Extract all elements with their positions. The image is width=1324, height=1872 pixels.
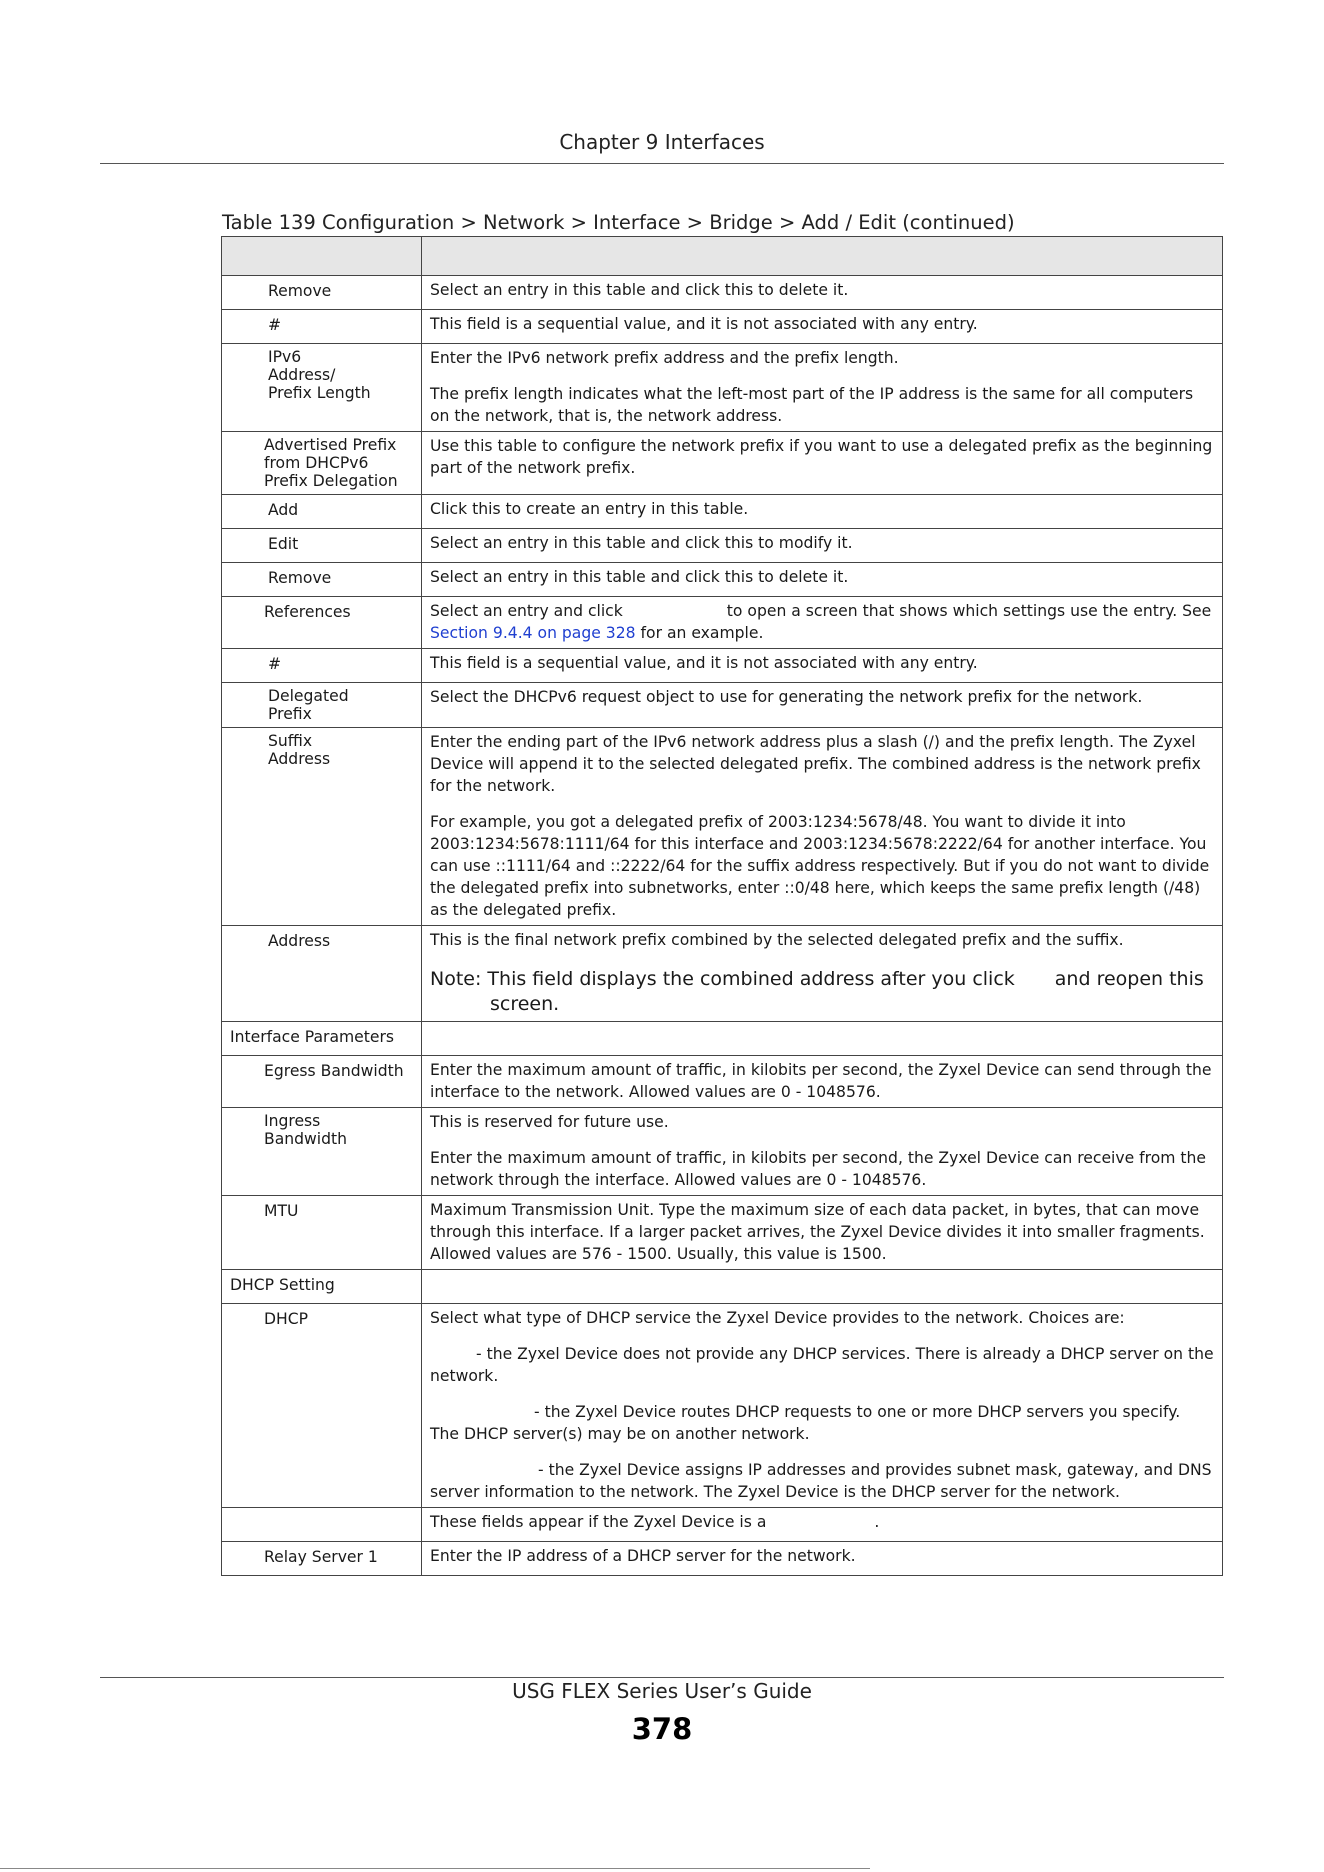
section-row [222, 1022, 1223, 1056]
field-description [422, 1270, 1223, 1304]
table-row [222, 1108, 1223, 1196]
table-row [222, 563, 1223, 597]
table-row [222, 649, 1223, 683]
field-label: Address [222, 926, 422, 1022]
field-description: Select an entry and click to open a screen that shows which settings use the entry. See Section 9.4.4 on page 328 for an example. [422, 597, 1223, 649]
table-row [222, 1542, 1223, 1576]
table-row [222, 495, 1223, 529]
field-label: Relay Server 1 [222, 1542, 422, 1576]
field-description: These fields appear if the Zyxel Device is a . [422, 1508, 1223, 1542]
field-label: Add [222, 495, 422, 529]
field-description: This is reserved for future use. Enter the maximum amount of traffic, in kilobits per second, the Zyxel Device can receive from the network through the interface. Allowed values are 0 - 1048576. [422, 1108, 1223, 1196]
header-divider [100, 163, 1224, 164]
field-label: Suffix Address [222, 728, 422, 926]
field-description: Enter the maximum amount of traffic, in kilobits per second, the Zyxel Device can send through the interface to the network. Allowed values are 0 - 1048576. [422, 1056, 1223, 1108]
field-description: Select an entry in this table and click this to modify it. [422, 529, 1223, 563]
table-row [222, 276, 1223, 310]
field-description: Enter the ending part of the IPv6 network address plus a slash (/) and the prefix length. The Zyxel Device will append it to the selected delegated prefix. The combined address is the network prefix for the network. For example, you got a delegated prefix of 2003:1234:5678/48. You want to divide it into 2003:1234:5678:1111/64 for this interface and 2003:1234:5678:2222/64 for another interface. You can use ::1111/64 and ::2222/64 for the suffix address respectively. But if you do not want to divide the delegated prefix into subnetworks, enter ::0/48 here, which keeps the same prefix length (/48) as the delegated prefix. [422, 728, 1223, 926]
table-row [222, 926, 1223, 1022]
note: Note: This field displays the combined address after you click and reopen this screen. [430, 968, 1204, 1015]
field-label: MTU [222, 1196, 422, 1270]
field-description [422, 1022, 1223, 1056]
field-description: Enter the IPv6 network prefix address and the prefix length. The prefix length indicates what the left-most part of the IP address is the same for all computers on the network, that is, the network address. [422, 344, 1223, 432]
field-description: Use this table to configure the network prefix if you want to use a delegated prefix as the beginning part of the network prefix. [422, 432, 1223, 495]
field-description: This is the final network prefix combined by the selected delegated prefix and the suffix. Note: This field displays the combined address after you click and reopen this screen. [422, 926, 1223, 1022]
field-label: Remove [222, 276, 422, 310]
field-label: References [222, 597, 422, 649]
field-label: Remove [222, 563, 422, 597]
field-label: # [222, 649, 422, 683]
section-label: Interface Parameters [222, 1022, 422, 1056]
field-description: Enter the IP address of a DHCP server for the network. [422, 1542, 1223, 1576]
config-table [221, 236, 1222, 1576]
field-label: Delegated Prefix [222, 683, 422, 728]
field-label: IPv6 Address/ Prefix Length [222, 344, 422, 432]
section-label: DHCP Setting [222, 1270, 422, 1304]
guide-title: USG FLEX Series User’s Guide [512, 1679, 812, 1703]
label-column-header [222, 237, 422, 276]
field-label: # [222, 310, 422, 344]
field-label: DHCP [222, 1304, 422, 1508]
page-number: 378 [631, 1712, 693, 1746]
table-row [222, 432, 1223, 495]
description-column-header [422, 237, 1223, 276]
field-description: Select an entry in this table and click this to delete it. [422, 276, 1223, 310]
table-row [222, 529, 1223, 563]
field-label [222, 1508, 422, 1542]
table-row [222, 1056, 1223, 1108]
field-description: This field is a sequential value, and it is not associated with any entry. [422, 649, 1223, 683]
field-label: Egress Bandwidth [222, 1056, 422, 1108]
table-header-row [222, 237, 1223, 276]
section-link[interactable]: Section 9.4.4 on page 328 [430, 624, 636, 642]
field-description: Select an entry in this table and click this to delete it. [422, 563, 1223, 597]
bottom-edge-line [0, 1868, 870, 1869]
table-row [222, 1304, 1223, 1508]
field-description: This field is a sequential value, and it is not associated with any entry. [422, 310, 1223, 344]
table-caption: Table 139 Configuration > Network > Interface > Bridge > Add / Edit (continued) [222, 211, 1015, 234]
table-row [222, 683, 1223, 728]
field-description: Click this to create an entry in this table. [422, 495, 1223, 529]
field-description: Select the DHCPv6 request object to use for generating the network prefix for the network. [422, 683, 1223, 728]
table-row [222, 344, 1223, 432]
field-label: Ingress Bandwidth [222, 1108, 422, 1196]
table-row [222, 597, 1223, 649]
field-description: Select what type of DHCP service the Zyxel Device provides to the network. Choices are: - the Zyxel Device does not provide any DHCP services. There is already a DHCP server on the network. - the Zyxel Device routes DHCP requests to one or more DHCP servers you specify. The DHCP server(s) may be on another network. - the Zyxel Device assigns IP addresses and provides subnet mask, gateway, and DNS server information to the network. The Zyxel Device is the DHCP server for the network. [422, 1304, 1223, 1508]
table-row [222, 310, 1223, 344]
chapter-header: Chapter 9 Interfaces [559, 130, 765, 154]
field-label: Advertised Prefix from DHCPv6 Prefix Delegation [222, 432, 422, 495]
table-row [222, 1508, 1223, 1542]
table-row [222, 728, 1223, 926]
field-description: Maximum Transmission Unit. Type the maximum size of each data packet, in bytes, that can move through this interface. If a larger packet arrives, the Zyxel Device divides it into smaller fragments. Allowed values are 576 - 1500. Usually, this value is 1500. [422, 1196, 1223, 1270]
section-row [222, 1270, 1223, 1304]
table-row [222, 1196, 1223, 1270]
field-label: Edit [222, 529, 422, 563]
